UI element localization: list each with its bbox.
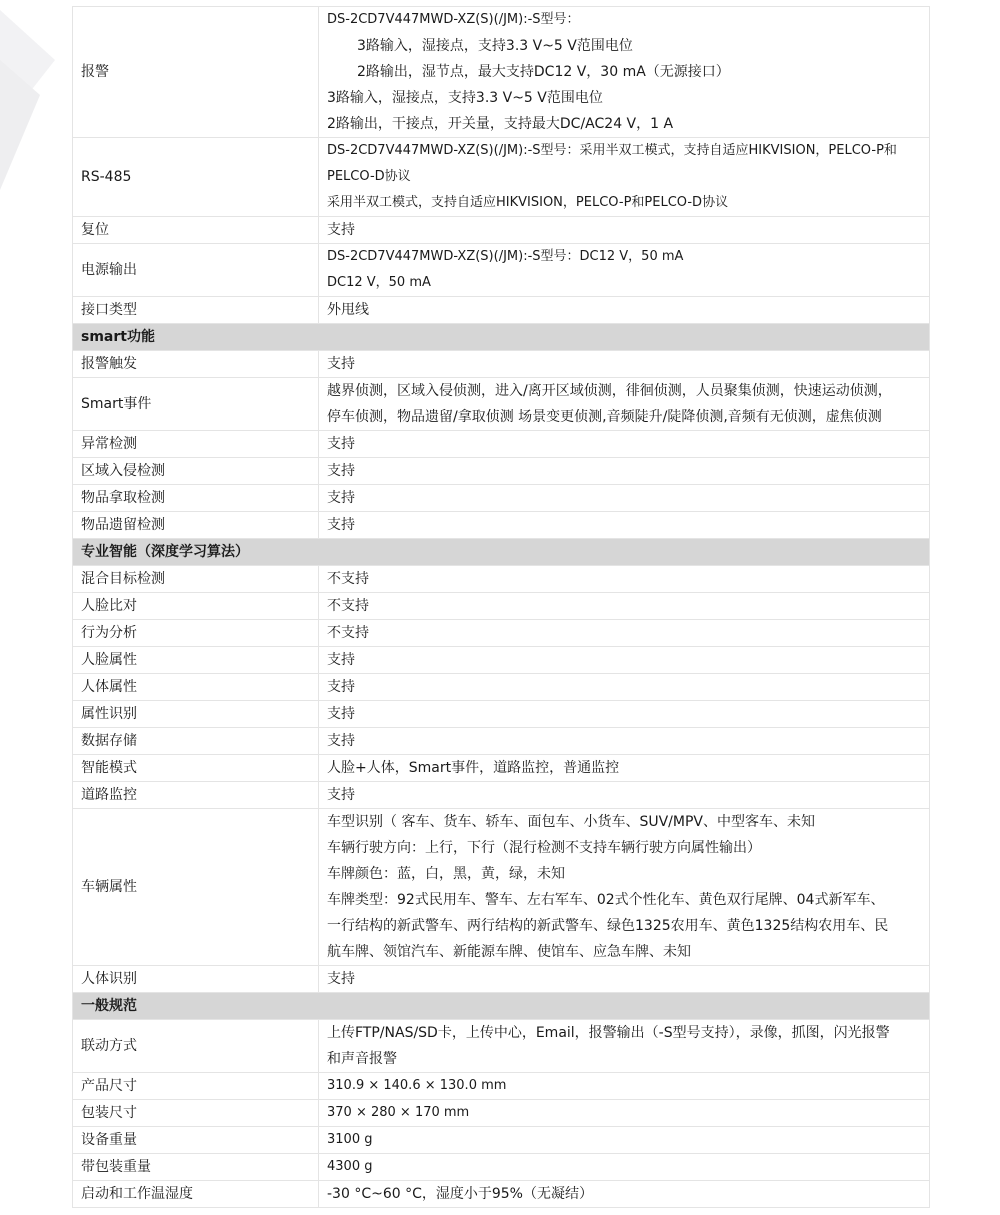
spec-value-line: 支持: [327, 222, 355, 238]
spec-value: [319, 647, 930, 674]
spec-key: 区域入侵检测: [73, 458, 319, 485]
spec-row: [73, 566, 930, 593]
spec-value-line: 4300 g: [327, 1159, 373, 1174]
spec-value: [319, 458, 930, 485]
spec-key: 联动方式: [73, 1020, 319, 1073]
spec-value: [319, 351, 930, 378]
spec-row: [73, 809, 930, 966]
spec-row: [73, 485, 930, 512]
section-title: smart功能: [73, 324, 930, 351]
section-header-row: [73, 539, 930, 566]
spec-row: [73, 7, 930, 138]
spec-key: 行为分析: [73, 620, 319, 647]
spec-value-line: 上传FTP/NAS/SD卡，上传中心，Email，报警输出（-S型号支持），录像，抓图，闪光报警: [327, 1025, 890, 1041]
spec-value: [319, 782, 930, 809]
spec-row: [73, 620, 930, 647]
spec-value: [319, 431, 930, 458]
spec-key: 车辆属性: [73, 809, 319, 966]
spec-value-line: 车型识别（ 客车、货车、轿车、面包车、小货车、SUV/MPV、中型客车、未知: [327, 814, 815, 830]
spec-value: [319, 297, 930, 324]
spec-row: [73, 244, 930, 297]
spec-key: 带包装重量: [73, 1154, 319, 1181]
spec-value: [319, 244, 930, 297]
spec-row: [73, 1100, 930, 1127]
spec-key: 数据存储: [73, 728, 319, 755]
spec-value-line: 车牌颜色：蓝，白，黑，黄，绿，未知: [327, 866, 565, 882]
spec-row: [73, 647, 930, 674]
spec-value-line: 不支持: [327, 598, 369, 614]
spec-value-line: 车牌类型：92式民用车、警车、左右军车、02式个性化车、黄色双行尾牌、04式新军车、: [327, 892, 885, 908]
spec-value-line: 采用半双工模式，支持自适应HIKVISION，PELCO-P和PELCO-D协议: [327, 195, 729, 210]
spec-value-line: 2路输出，湿节点，最大支持DC12 V，30 mA（无源接口）: [357, 64, 730, 80]
spec-value-line: 支持: [327, 971, 355, 987]
spec-value: [319, 728, 930, 755]
spec-value: [319, 755, 930, 782]
spec-row: [73, 674, 930, 701]
spec-value-line: 支持: [327, 517, 355, 533]
spec-value: [319, 378, 930, 431]
spec-value-line: 支持: [327, 463, 355, 479]
spec-value-line: 2路输出，干接点，开关量，支持最大DC/AC24 V，1 A: [327, 116, 674, 132]
spec-key: 人体属性: [73, 674, 319, 701]
spec-value: [319, 138, 930, 217]
spec-key: 电源输出: [73, 244, 319, 297]
section-title: 专业智能（深度学习算法）: [73, 539, 930, 566]
spec-value: [319, 512, 930, 539]
spec-value-line: 和声音报警: [327, 1051, 397, 1067]
spec-value-line: DS-2CD7V447MWD-XZ(S)(/JM):-S型号：: [327, 12, 580, 27]
spec-key: 启动和工作温湿度: [73, 1181, 319, 1208]
spec-value-line: 外甩线: [327, 302, 369, 318]
spec-value: [319, 1127, 930, 1154]
spec-key: 混合目标检测: [73, 566, 319, 593]
spec-key: 物品拿取检测: [73, 485, 319, 512]
section-title: 一般规范: [73, 993, 930, 1020]
spec-value-line: 支持: [327, 652, 355, 668]
spec-value-line: 310.9 × 140.6 × 130.0 mm: [327, 1078, 507, 1093]
spec-value: [319, 7, 930, 138]
spec-value-line: 支持: [327, 706, 355, 722]
spec-value-line: DC12 V，50 mA: [327, 275, 431, 290]
spec-value-line: DS-2CD7V447MWD-XZ(S)(/JM):-S型号：DC12 V，50 mA: [327, 249, 684, 264]
spec-key: 复位: [73, 217, 319, 244]
spec-key: 物品遗留检测: [73, 512, 319, 539]
spec-row: [73, 1127, 930, 1154]
spec-value-line: 支持: [327, 490, 355, 506]
spec-row: [73, 351, 930, 378]
spec-table-body: [73, 7, 930, 1208]
spec-key: RS-485: [73, 138, 319, 217]
decorative-watermark-shape: [0, 0, 80, 200]
spec-value-line: 3100 g: [327, 1132, 373, 1147]
spec-row: [73, 1154, 930, 1181]
spec-value: [319, 1073, 930, 1100]
spec-value-line: 停车侦测，物品遗留/拿取侦测 场景变更侦测,音频陡升/陡降侦测,音频有无侦测，虚焦侦测: [327, 409, 882, 425]
spec-value: [319, 1020, 930, 1073]
spec-row: [73, 138, 930, 217]
spec-value: [319, 593, 930, 620]
section-header-row: [73, 993, 930, 1020]
spec-value-line: 人脸+人体，Smart事件，道路监控，普通监控: [327, 760, 620, 776]
spec-row: [73, 755, 930, 782]
spec-value-line: 航车牌、领馆汽车、新能源车牌、使馆车、应急车牌、未知: [327, 944, 691, 960]
spec-row: [73, 1181, 930, 1208]
spec-key: 设备重量: [73, 1127, 319, 1154]
spec-row: [73, 782, 930, 809]
spec-key: 道路监控: [73, 782, 319, 809]
spec-value-line: 支持: [327, 436, 355, 452]
spec-value: [319, 620, 930, 647]
spec-value-line: 支持: [327, 679, 355, 695]
spec-key: 智能模式: [73, 755, 319, 782]
spec-row: [73, 512, 930, 539]
spec-value: [319, 1181, 930, 1208]
spec-value: [319, 701, 930, 728]
spec-row: [73, 701, 930, 728]
spec-value-line: 支持: [327, 356, 355, 372]
spec-key: 产品尺寸: [73, 1073, 319, 1100]
spec-row: [73, 378, 930, 431]
spec-row: [73, 297, 930, 324]
spec-row: [73, 458, 930, 485]
spec-key: 异常检测: [73, 431, 319, 458]
spec-value-line: 一行结构的新武警车、两行结构的新武警车、绿色1325农用车、黄色1325结构农用车、民: [327, 918, 889, 934]
spec-row: [73, 1073, 930, 1100]
spec-value-line: 3路输入，湿接点，支持3.3 V~5 V范围电位: [357, 38, 633, 54]
spec-row: [73, 1020, 930, 1073]
spec-value-line: PELCO-D协议: [327, 169, 411, 184]
spec-key: 属性识别: [73, 701, 319, 728]
spec-value: [319, 566, 930, 593]
spec-key: 人体识别: [73, 966, 319, 993]
spec-value: [319, 809, 930, 966]
spec-key: 报警: [73, 7, 319, 138]
spec-row: [73, 966, 930, 993]
spec-value-line: 3路输入，湿接点，支持3.3 V~5 V范围电位: [327, 90, 603, 106]
spec-value-line: DS-2CD7V447MWD-XZ(S)(/JM):-S型号：采用半双工模式，支持自适应HIKVISION，PELCO-P和: [327, 143, 897, 158]
spec-key: 人脸属性: [73, 647, 319, 674]
spec-value: [319, 1100, 930, 1127]
spec-value: [319, 485, 930, 512]
spec-value: [319, 966, 930, 993]
spec-value-line: 越界侦测，区域入侵侦测，进入/离开区域侦测，徘徊侦测，人员聚集侦测，快速运动侦测，: [327, 383, 892, 399]
spec-value-line: 车辆行驶方向：上行，下行（混行检测不支持车辆行驶方向属性输出）: [327, 840, 761, 856]
spec-value-line: 支持: [327, 787, 355, 803]
spec-key: 包装尺寸: [73, 1100, 319, 1127]
spec-key: 人脸比对: [73, 593, 319, 620]
spec-value-line: 不支持: [327, 571, 369, 587]
spec-key: 接口类型: [73, 297, 319, 324]
spec-value: [319, 1154, 930, 1181]
spec-key: Smart事件: [73, 378, 319, 431]
spec-row: [73, 728, 930, 755]
spec-table: [72, 6, 930, 1208]
spec-value: [319, 674, 930, 701]
spec-value: [319, 217, 930, 244]
spec-key: 报警触发: [73, 351, 319, 378]
spec-row: [73, 593, 930, 620]
spec-value-line: 370 × 280 × 170 mm: [327, 1105, 470, 1120]
section-header-row: [73, 324, 930, 351]
spec-row: [73, 431, 930, 458]
spec-row: [73, 217, 930, 244]
spec-value-line: 不支持: [327, 625, 369, 641]
spec-value-line: -30 °C~60 °C，湿度小于95%（无凝结）: [327, 1186, 593, 1202]
spec-value-line: 支持: [327, 733, 355, 749]
